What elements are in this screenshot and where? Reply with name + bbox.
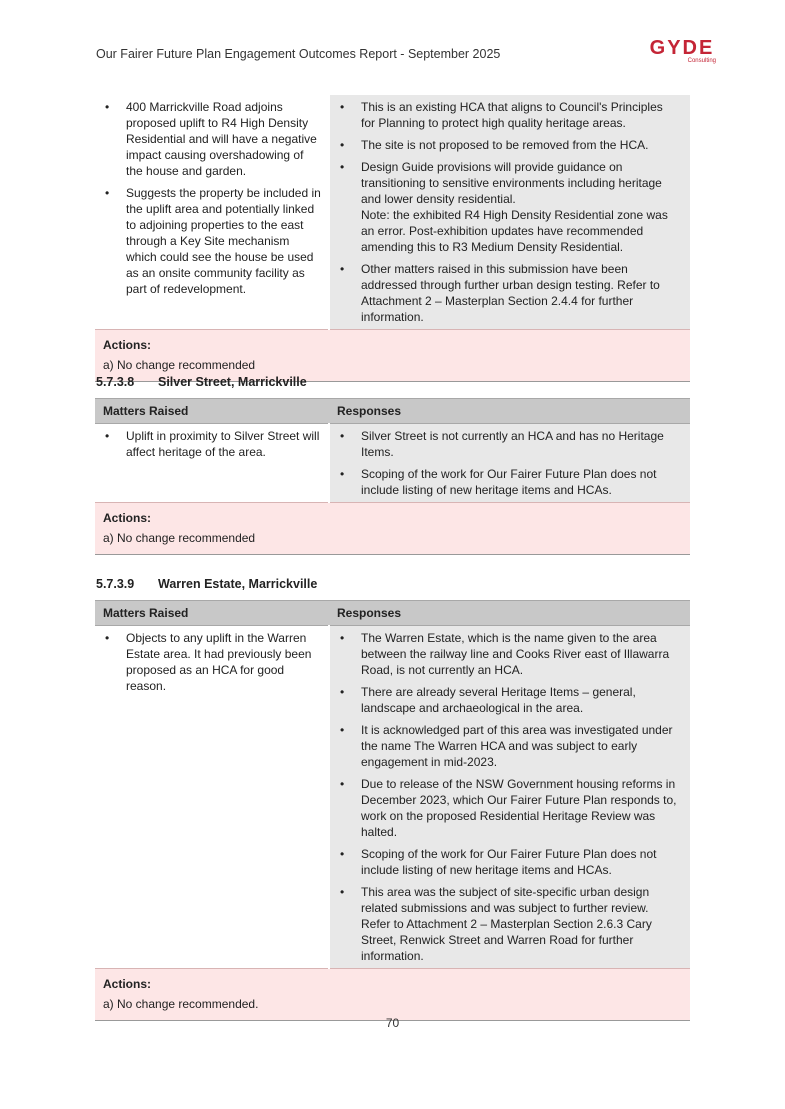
column-header-matters: Matters Raised [95, 601, 329, 626]
gyde-logo [636, 38, 728, 65]
responses-cell [329, 424, 690, 503]
table-400-marrickville-road [95, 95, 690, 382]
actions-cell [95, 330, 690, 382]
matters-cell [95, 626, 329, 969]
table-row [95, 95, 690, 330]
actions-title: Actions: [103, 338, 151, 352]
table-row [95, 626, 690, 969]
column-header-matters: Matters Raised [95, 399, 329, 424]
response-item: • Scoping of the work for Our Fairer Future Plan does not include listing of new heritage items and HCAs. [338, 846, 680, 878]
response-item: • It is acknowledged part of this area was investigated under the name The Warren HCA and was subject to early engagement in mid-2023. [338, 722, 680, 770]
table-silver-street [95, 398, 690, 555]
actions-text: a) No change recommended [103, 358, 256, 372]
actions-text: a) No change recommended. [103, 997, 259, 1011]
matter-item: • Uplift in proximity to Silver Street will affect heritage of the area. [103, 428, 322, 460]
responses-cell [329, 95, 690, 330]
actions-row [95, 969, 690, 1021]
matter-item: • 400 Marrickville Road adjoins proposed uplift to R4 High Density Residential and will have a negative impact causing overshadowing of the house and garden. [103, 99, 322, 179]
response-note: Note: the exhibited R4 High Density Residential zone was an error. Post-exhibition updates have recommended amending this to R3 Medium Density Residential. [361, 208, 668, 254]
response-item: • Due to release of the NSW Government housing reforms in December 2023, which Our Fairer Future Plan responds to, work on the proposed Residential Heritage Review was halted. [338, 776, 680, 840]
response-item: • Other matters raised in this submission have been addressed through further urban design testing. Refer to Attachment 2 – Masterplan Section 2.4.4 for further information. [338, 261, 680, 325]
matters-cell [95, 95, 329, 330]
actions-row [95, 330, 690, 382]
section-number: 5.7.3.9 [96, 577, 135, 591]
actions-cell [95, 503, 690, 555]
response-item: • Scoping of the work for Our Fairer Future Plan does not include listing of new heritage items and HCAs. [338, 466, 680, 498]
report-title: Our Fairer Future Plan Engagement Outcomes Report - September 2025 [96, 47, 501, 61]
table-header-row [95, 399, 690, 424]
section-title: Warren Estate, Marrickville [158, 577, 318, 591]
response-item: • This is an existing HCA that aligns to Council's Principles for Planning to protect high quality heritage areas. [338, 99, 680, 131]
matter-item: • Suggests the property be included in the uplift area and potentially linked to adjoining properties to the east through a Key Site mechanism which could see the house be used as an onsite community facility as part of redevelopment. [103, 185, 322, 297]
actions-title: Actions: [103, 977, 151, 991]
response-item: • There are already several Heritage Items – general, landscape and archaeological in the area. [338, 684, 680, 716]
column-header-responses: Responses [329, 601, 690, 626]
table-warren-estate [95, 600, 690, 1021]
section-heading-warren-estate [96, 577, 317, 591]
section-heading-silver-street [96, 375, 307, 389]
responses-cell [329, 626, 690, 969]
actions-cell [95, 969, 690, 1021]
response-item: • The site is not proposed to be removed from the HCA. [338, 137, 680, 153]
table-header-row [95, 601, 690, 626]
response-item: • Design Guide provisions will provide guidance on transitioning to sensitive environments including heritage and lower density residential. [338, 159, 680, 207]
table-row [95, 424, 690, 503]
response-item: • Silver Street is not currently an HCA and has no Heritage Items. [338, 428, 680, 460]
page-number: 70 [385, 1016, 400, 1030]
actions-row [95, 503, 690, 555]
response-item: • This area was the subject of site-specific urban design related submissions and was subject to further review. Refer to Attachment 2 – Masterplan Section 2.6.3 Cary Street, Renwick Street and Warren Road for further information. [338, 884, 680, 964]
logo-wordmark: GYDE [649, 37, 715, 59]
column-header-responses: Responses [329, 399, 690, 424]
matters-cell [95, 424, 329, 503]
actions-text: a) No change recommended [103, 531, 256, 545]
response-item: • The Warren Estate, which is the name given to the area between the railway line and Cooks River east of Illawarra Road, is not currently an HCA. [338, 630, 680, 678]
matter-item: • Objects to any uplift in the Warren Estate area. It had previously been proposed as an HCA for good reason. [103, 630, 322, 694]
section-number: 5.7.3.8 [96, 375, 135, 389]
logo-subtitle: Consulting [687, 58, 716, 64]
actions-title: Actions: [103, 511, 151, 525]
section-title: Silver Street, Marrickville [158, 375, 307, 389]
